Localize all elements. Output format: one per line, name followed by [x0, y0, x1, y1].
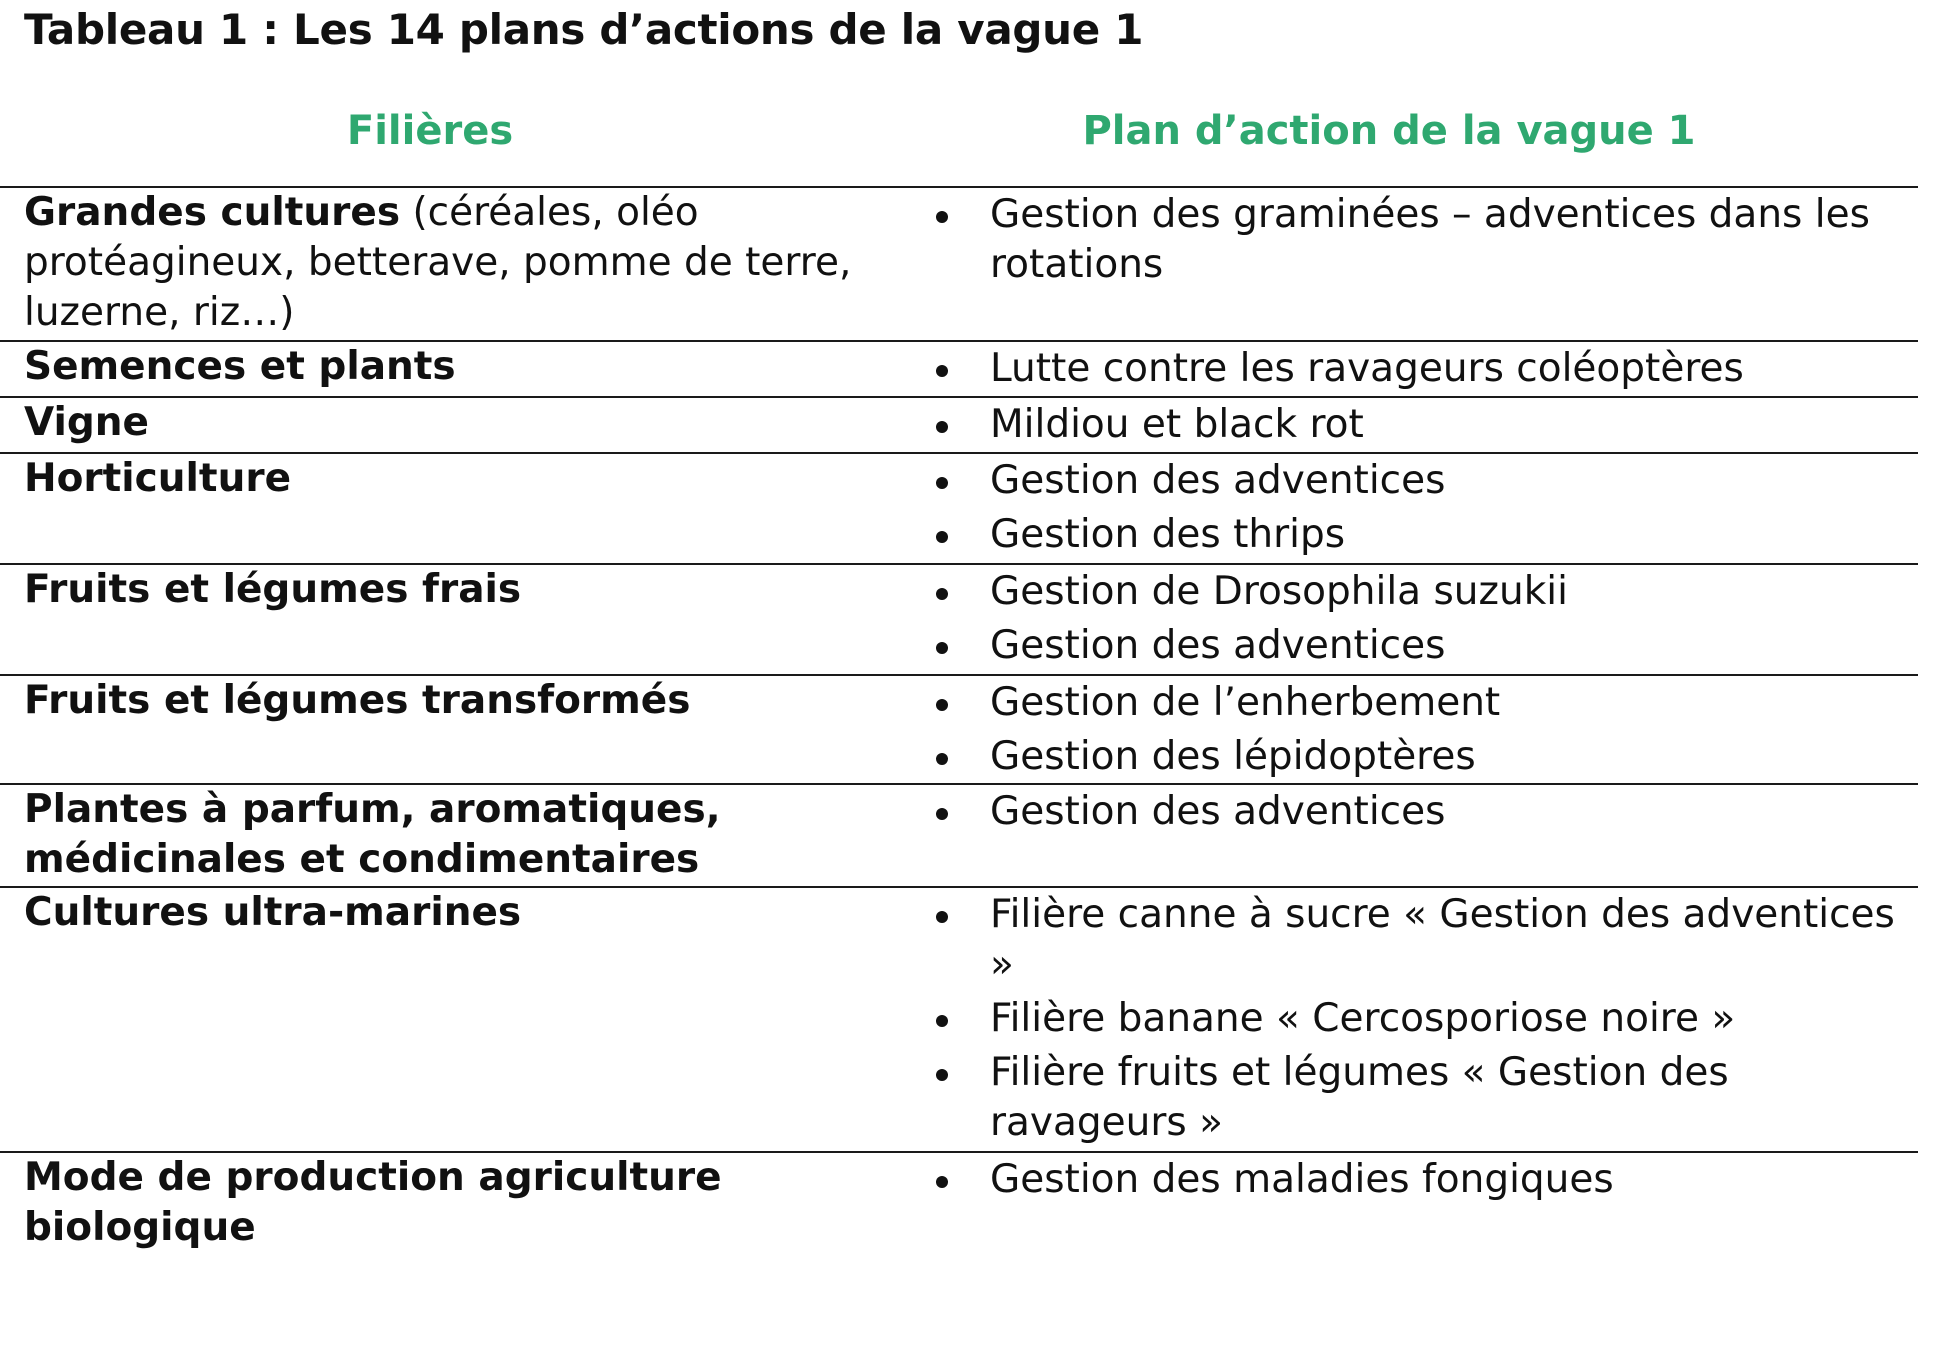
filiere-cell — [0, 785, 920, 886]
filiere-name: Vigne — [24, 400, 149, 445]
plan-item: Filière banane « Cercosporiose noire » — [920, 994, 1918, 1044]
plan-cell — [920, 676, 1918, 783]
header-filieres: Filières — [346, 108, 514, 154]
filiere-detail: (céréales, oléo protéagineux, betterave, pomme de terre, luzerne, riz…) — [24, 190, 852, 335]
table-row — [0, 888, 1918, 1153]
filiere-name: Mode de production agriculture biologique — [24, 1155, 722, 1250]
plan-item: Gestion des maladies fongiques — [920, 1155, 1918, 1205]
plan-item: Lutte contre les ravageurs coléoptères — [920, 344, 1918, 394]
filiere-name: Plantes à parfum, aromatiques, médicinales et condimentaires — [24, 787, 721, 882]
plan-item: Gestion des adventices — [920, 787, 1918, 837]
plan-item: Gestion des thrips — [920, 510, 1918, 560]
table-row — [0, 454, 1918, 565]
plan-cell — [920, 565, 1918, 674]
filiere-cell — [0, 454, 920, 563]
filiere-cell — [0, 565, 920, 674]
filiere-name: Fruits et légumes frais — [24, 567, 522, 612]
filiere-cell — [0, 676, 920, 783]
filiere-cell — [0, 888, 920, 1151]
plan-cell — [920, 785, 1918, 886]
table-row — [0, 676, 1918, 785]
plan-cell — [920, 188, 1918, 340]
plan-cell — [920, 454, 1918, 563]
filiere-cell — [0, 1153, 920, 1273]
plan-item: Gestion de Drosophila suzukii — [920, 567, 1918, 617]
table-row — [0, 1153, 1918, 1273]
table-title: Tableau 1 : Les 14 plans d’actions de la vague 1 — [24, 5, 1144, 54]
filiere-cell — [0, 342, 920, 396]
filiere-name: Semences et plants — [24, 344, 456, 389]
plan-item: Gestion des lépidoptères — [920, 732, 1918, 782]
plan-cell — [920, 1153, 1918, 1273]
plan-item: Gestion des adventices — [920, 456, 1918, 506]
table-row — [0, 565, 1918, 676]
action-plans-table — [0, 98, 1918, 1273]
plan-cell — [920, 342, 1918, 396]
filiere-name: Horticulture — [24, 456, 292, 501]
table-header — [0, 98, 1918, 188]
table-row — [0, 188, 1918, 342]
filiere-cell — [0, 398, 920, 452]
filiere-name: Cultures ultra-marines — [24, 890, 522, 935]
plan-cell — [920, 888, 1918, 1151]
plan-item: Gestion de l’enherbement — [920, 678, 1918, 728]
plan-item: Filière canne à sucre « Gestion des adventices » — [920, 890, 1918, 990]
plan-item: Gestion des graminées – adventices dans les rotations — [920, 190, 1918, 290]
table-row — [0, 785, 1918, 888]
plan-cell — [920, 398, 1918, 452]
filiere-cell — [0, 188, 920, 340]
filiere-name: Fruits et légumes transformés — [24, 678, 691, 723]
table-row — [0, 342, 1918, 398]
table-row — [0, 398, 1918, 454]
plan-item: Mildiou et black rot — [920, 400, 1918, 450]
plan-item: Filière fruits et légumes « Gestion des ravageurs » — [920, 1048, 1918, 1148]
filiere-name: Grandes cultures — [24, 190, 401, 235]
header-plan-action: Plan d’action de la vague 1 — [1082, 108, 1696, 154]
plan-item: Gestion des adventices — [920, 621, 1918, 671]
